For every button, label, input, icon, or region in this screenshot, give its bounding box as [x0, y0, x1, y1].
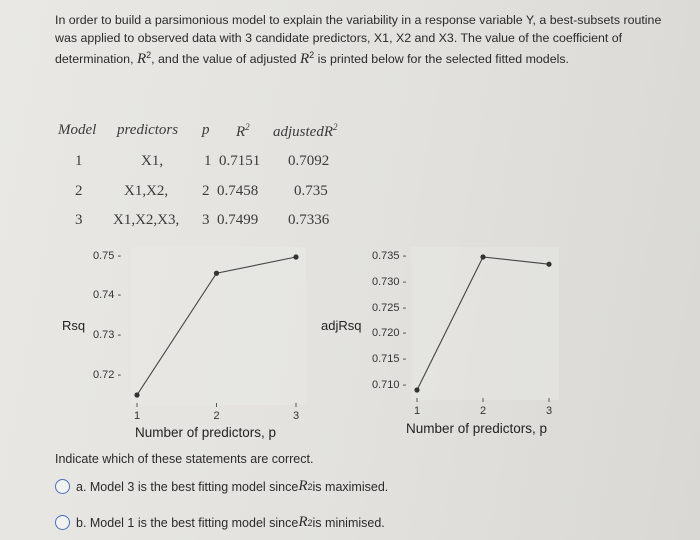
row2-adj: 0.735: [294, 183, 328, 199]
chart1-ytick-0.74: 0.74 -: [93, 289, 122, 302]
chart2-ytick-0.715: 0.715 -: [372, 353, 407, 366]
intro-text-1: In order to build a parsimonious model to explain the variability in a response variable Y, a best-subsets routine was applied to observed data with 3 candidate predictors, X1, X2 and X3. The value of the coefficient of determination,: [55, 13, 662, 67]
row2-p: 2: [202, 183, 210, 199]
header-r2-symbol: R: [236, 124, 246, 140]
r-superscript: 2: [309, 50, 315, 60]
r-symbol: R: [299, 51, 310, 68]
chart2-ytick-0.720: 0.720 -: [372, 327, 407, 340]
question-prompt: Indicate which of these statements are correct.: [55, 452, 314, 466]
chart1-xtick-1: 1: [133, 410, 141, 422]
option-a-sup: 2: [307, 481, 313, 492]
row2-predictors: X1,X2,: [124, 183, 169, 199]
row3-r2: 0.7499: [217, 212, 259, 228]
header-predictors: predictors: [117, 122, 179, 138]
row1-adj: 0.7092: [288, 153, 330, 169]
option-b-sup: 2: [307, 517, 313, 528]
chart1-xlabel: Number of predictors, p: [135, 425, 277, 440]
header-p: p: [202, 122, 210, 138]
chart1-ytick-0.72: 0.72 -: [93, 368, 122, 381]
chart1-ytick-0.75: 0.75 -: [93, 249, 122, 262]
option-b[interactable]: [55, 514, 385, 531]
header-r2-sup: 2: [245, 122, 250, 132]
option-b-r: R: [298, 514, 308, 530]
intro-text-2: , and the value of adjusted: [151, 52, 300, 67]
chart2-point-2: [480, 254, 485, 259]
header-model: Model: [58, 122, 97, 138]
row3-model: 3: [75, 212, 83, 228]
chart2-xtick-1: 1: [413, 405, 421, 417]
header-adj-text: adjustedR: [273, 124, 333, 140]
chart1-xtick-2: 2: [213, 410, 220, 422]
r-symbol: R: [136, 51, 147, 68]
chart2-xlabel: Number of predictors, p: [406, 421, 548, 436]
row1-p: 1: [204, 153, 212, 169]
row2-r2: 0.7458: [217, 183, 259, 199]
option-a-r: R: [298, 478, 308, 494]
row3-predictors: X1,X2,X3,: [113, 212, 180, 228]
row3-p: 3: [202, 212, 210, 228]
row1-r2: 0.7151: [219, 153, 261, 169]
row1-predictors: X1,: [141, 153, 164, 169]
chart2-ytick-0.710: 0.710 -: [372, 378, 407, 391]
chart2-ytick-0.725: 0.725 -: [372, 301, 407, 314]
chart2-point-1: [414, 387, 419, 392]
r-superscript: 2: [146, 50, 152, 60]
intro-text-3: is printed below for the selected fitted models.: [314, 52, 569, 67]
option-b-text-end: is minimised.: [312, 515, 385, 530]
row3-adj: 0.7336: [288, 212, 330, 228]
chart2-xtick-2: 2: [479, 405, 487, 417]
chart2-xtick-3: 3: [545, 405, 553, 417]
chart1-ytick-0.73: 0.73 -: [93, 328, 122, 341]
option-a-text-end: is maximised.: [312, 479, 389, 494]
option-a[interactable]: [55, 478, 388, 495]
chart1-xtick-3: 3: [292, 410, 300, 422]
option-a-radio[interactable]: [55, 479, 70, 494]
option-a-text: a. Model 3 is the best fitting model since: [76, 479, 299, 494]
chart2-ytick-0.735: 0.735 -: [372, 250, 407, 262]
chart2-ytick-0.730: 0.730 -: [372, 275, 407, 288]
row2-model: 2: [75, 183, 83, 199]
chart2-point-3: [546, 262, 551, 267]
chart1-ylabel: Rsq: [62, 318, 86, 333]
option-b-radio[interactable]: [55, 515, 70, 530]
chart2-plot-area: [411, 247, 559, 400]
header-adj-sup: 2: [333, 122, 338, 132]
option-b-text: b. Model 1 is the best fitting model since: [76, 515, 299, 530]
row1-model: 1: [75, 153, 83, 169]
chart2-ylabel: adjRsq: [321, 318, 362, 333]
